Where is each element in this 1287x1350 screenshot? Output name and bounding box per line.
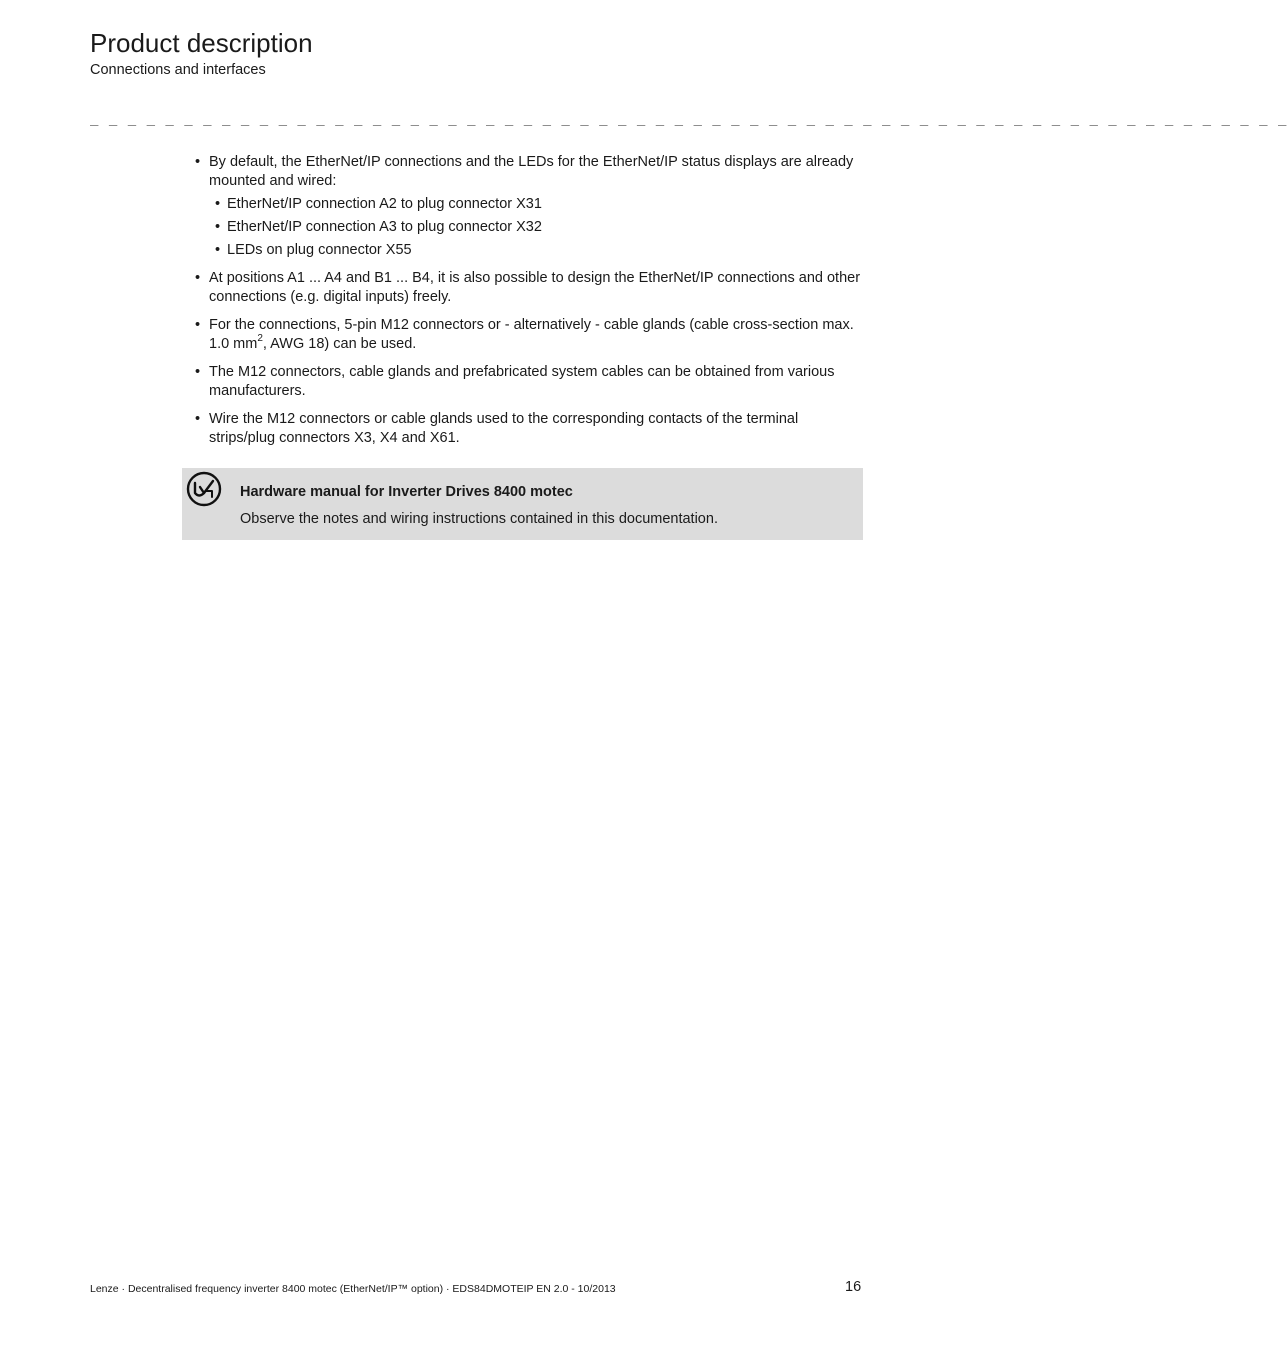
list-item-text: The M12 connectors, cable glands and prefabricated system cables can be obtained from various manufacturers. [209,364,835,399]
header-divider: _ _ _ _ _ _ _ _ _ _ _ _ _ _ _ _ _ _ _ _ _ _ _ _ _ _ _ _ _ _ _ _ _ _ _ _ _ _ _ _ _ _ _ _ _ _ _ _ _ _ _ _ _ _ _ _ _ _ _ _ _ _ _ _ [90,110,1287,126]
list-item-text: At positions A1 ... A4 and B1 ... B4, it is also possible to design the EtherNet/IP connections and other connections (e.g. digital inputs) freely. [209,270,861,305]
list-item-text-end: , AWG 18) can be used. [262,336,417,352]
bullet-marker: • [215,196,221,212]
page-subtitle: Connections and interfaces [90,62,266,78]
bullet-marker: • [215,219,221,235]
bullet-list [192,153,864,448]
sub-list-item [209,195,864,214]
main-content [192,153,864,457]
bullet-marker: • [195,270,201,286]
footer-text: Lenze · Decentralised frequency inverter 8400 motec (EtherNet/IP™ option) · EDS84DMOTEIP EN 2.0 - 10/2013 [90,1283,616,1295]
manual-reference-icon [186,471,222,507]
sub-bullet-list [209,195,864,260]
list-item-text: Wire the M12 connectors or cable glands used to the corresponding contacts of the terminal strips/plug connectors X3, X4 and X61. [209,411,799,446]
bullet-marker: • [195,154,201,170]
list-item-text: By default, the EtherNet/IP connections and the LEDs for the EtherNet/IP status displays are already mounted and wired: [209,154,854,189]
bullet-marker: • [195,364,201,380]
list-item [192,410,864,448]
list-item [192,269,864,307]
superscript: 2 [257,333,263,345]
list-item [192,316,864,354]
sub-list-item-text: EtherNet/IP connection A3 to plug connector X32 [227,219,542,235]
sub-list-item [209,218,864,237]
bullet-marker: • [215,242,221,258]
list-item [192,363,864,401]
sub-list-item-text: LEDs on plug connector X55 [227,242,412,258]
page-number: 16 [845,1279,862,1295]
note-text: Observe the notes and wiring instructions contained in this documentation. [240,511,718,527]
sub-list-item-text: EtherNet/IP connection A2 to plug connector X31 [227,196,542,212]
sub-list-item [209,241,864,260]
bullet-marker: • [195,317,201,333]
list-item-text-start: For the connections, 5-pin M12 connectors or - alternatively - cable glands (cable cross-section max. 1.0 mm [209,317,854,352]
note-box [182,468,863,540]
list-item [192,153,864,260]
note-title: Hardware manual for Inverter Drives 8400 motec [240,484,573,500]
page-title: Product description [90,28,313,58]
bullet-marker: • [195,411,201,427]
